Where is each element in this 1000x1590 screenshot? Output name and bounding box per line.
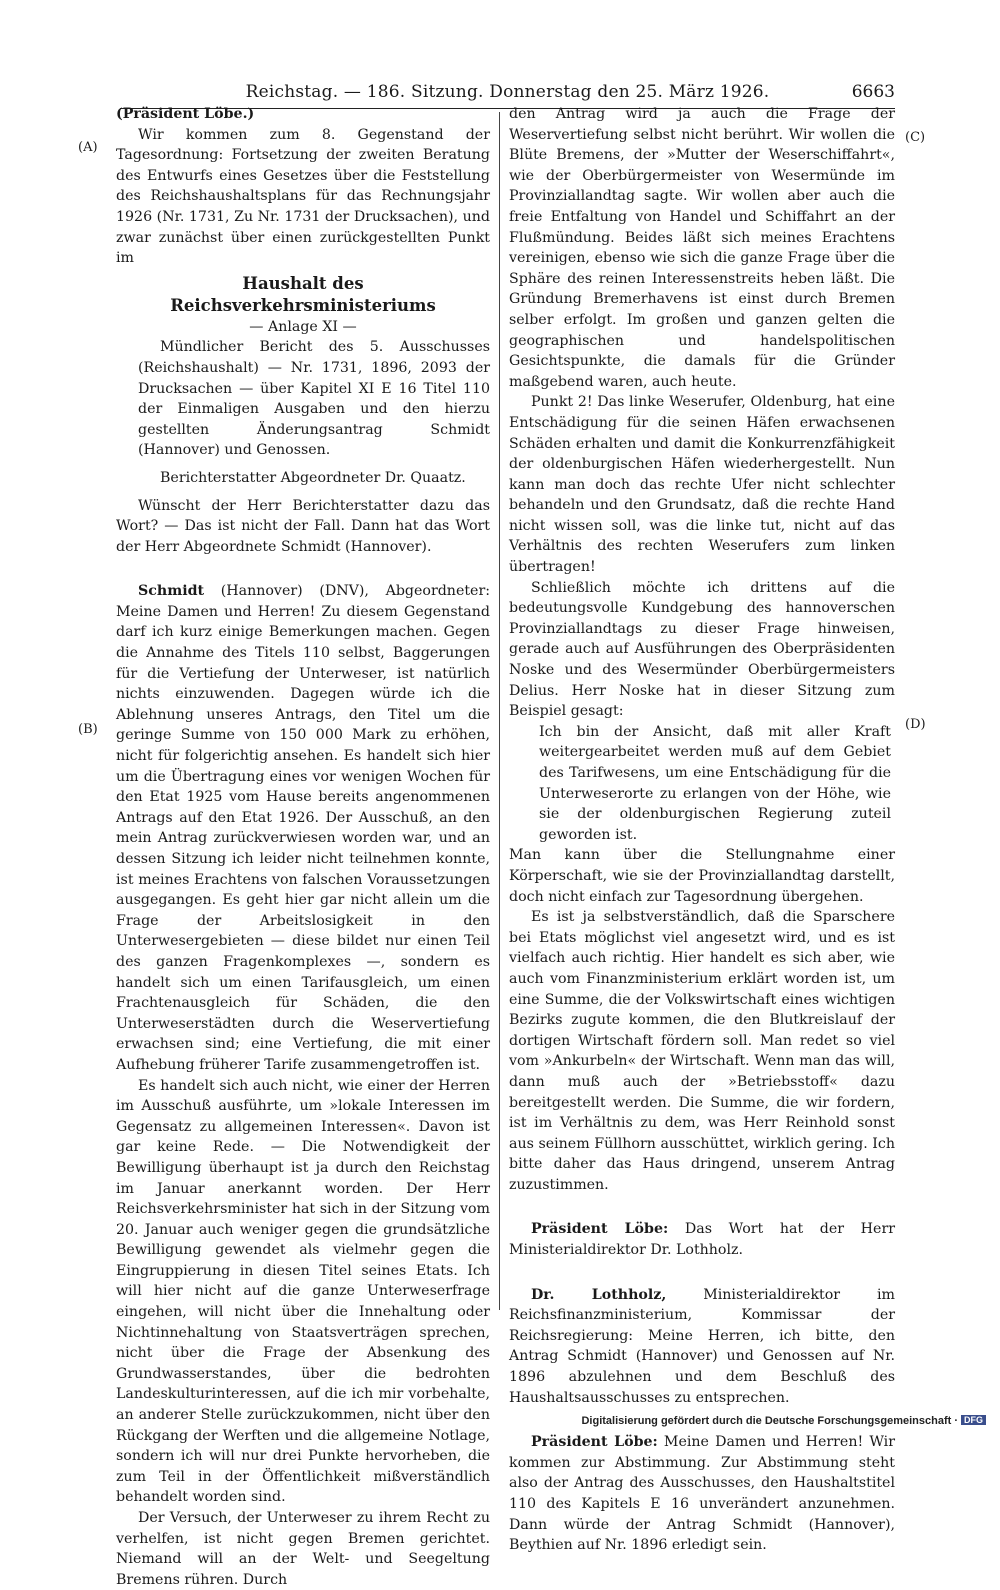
page-number: 6663 [851,82,895,102]
section-title: Haushalt des Reichsverkehrsministeriums [170,273,436,315]
paragraph: Wünscht der Herr Berichterstatter dazu das Wort? — Das ist nicht der Fall. Dann hat das Wort der Herr Abgeordnete Schmidt (Hannover). [116,497,490,555]
paragraph: Es ist ja selbstverständlich, daß die Sparschere bei Etats möglichst viel angesetzt wird, und es ist vielfach auch richtig. Hier handelt es sich aber, wie auch vom Finanzministerium erklärt worden ist, um eine Summe, die der Volkswirtschaft eines wichtigen Bezirks zugute kommen, die den Blutkreislauf der dortigen Wirtschaft fördern soll. Man redet so viel vom »Ankurbeln« der Wirtschaft. Wenn man das will, dann muß auch der »Betriebsstoff« dazu bereitgestellt werden. Die Summe, die wir fordern, ist im Verhältnis zu dem, was Herr Reinhold sonst aus seinem Füllhorn ausschüttet, wirklich gering. Ich bitte daher das Haus dringend, unserem Antrag zuzustimmen. [509,909,895,1193]
speech-paragraph: Schmidt (Hannover) (DNV), Abgeordneter: Meine Damen und Herren! Zu diesem Gegenstand darf ich kurz einige Bemerkungen machen. Gegen die Annahme des Titels 110 selbst, Baggerungen für die Vertiefung der Unterweser, ist natürlich nichts einzuwenden. Dagegen würde ich die Ablehnung unseres Antrags, den Titel um die geringe Summe von 150 000 Mark zu erhöhen, nicht für folgerichtig ansehen. Es handelt sich hier um die Übertragung eines vor wenigen Wochen für den Etat 1925 vom Hause bereits angenommenen Antrags auf den Etat 1926. Der Ausschuß, an den mein Antrag zurückverwiesen worden war, und an dessen Sitzung ich leider nicht teilnehmen konnte, ist meines Erachtens von falschen Voraussetzungen ausgegangen. Es geht hier gar nicht allein um die Frage der Arbeitslosigkeit in den Unterwesergebieten — diese bildet nur einen Teil des ganzen Fragenkomplexes —, sondern es handelt sich um einen Tarifausgleich, um einen Frachtenausgleich für Schäden, die den Unterweserstädten durch die Weservertiefung erwachsen sind; eine Vertiefung, die mit einer Aufhebung früherer Tarife zusammengetroffen ist. [116,583,491,1073]
paragraph: den Antrag wird ja auch die Frage der Weservertiefung selbst nicht berührt. Wir wollen die Blüte Bremens, der »Mutter der Weserschiffahrt«, wie der Oberbürgermeister von Wesermünde im Provinziallandtag sagte. Wir wollen aber auch die freie Entfaltung von Handel und Schiffahrt an der Flußmündung. Beides läßt sich meines Erachtens vereinigen, ebenso wie sich die ganze Frage über die Sphäre des reinen Interessenstreits heben läßt. Die Gründung Bremerhavens ist einst durch Bremen selber erfolgt. Im großen und ganzen gelten die geographischen und handelspolitischen Gesichtspunkte, die damals für die Gründer maßgebend waren, auch heute. [509,106,895,390]
footer-text: Digitalisierung gefördert durch die Deutsche Forschungsgemeinschaft · [581,1415,958,1427]
left-column [116,104,490,1590]
digitization-footer [581,1415,986,1427]
paragraph: Man kann über die Stellungnahme einer Körperschaft, wie sie der Provinziallandtag darstellt, doch nicht einfach zur Tagesordnung übergehen. [509,847,895,905]
dfg-logo: DFG [961,1415,986,1425]
margin-marker-d: (D) [905,717,926,732]
margin-marker-a: (A) [78,140,98,155]
margin-marker-b: (B) [78,722,98,737]
annex-label: — Anlage XI — [249,318,357,335]
paragraph: Punkt 2! Das linke Weserufer, Oldenburg, hat eine Entschädigung für die seinen Häfen erwachsenen Schäden erhalten und damit die Konkurrenzfähigkeit der oldenburgischen Häfen wiederhergestellt. Nun kann man doch das rechte Ufer nicht schlechter behandeln und den Grundsatz, daß die rechte Hand nicht wissen soll, was die linke tut, nicht auf das Verhältnis des rechten Weserufers zum linken übertragen! [509,394,895,576]
running-header: Reichstag. — 186. Sitzung. Donnerstag den 25. März 1926. [245,82,770,102]
margin-marker-c: (C) [905,130,926,145]
right-column [509,104,895,1556]
speaker-tag: (Präsident Löbe.) [116,106,255,122]
speaker-name: Präsident Löbe: [531,1221,669,1238]
speech-paragraph: Dr. Lothholz, Ministerialdirektor im Reichsfinanzministerium, Kommissar der Reichsregierung: Meine Herren, ich bitte, den Antrag Schmidt (Hannover) und Genossen auf Nr. 1896 abzulehnen und dem Beschluß des Haushaltsausschusses zu entsprechen. [509,1286,896,1406]
column-rule [499,112,500,1310]
speaker-name: Dr. Lothholz, [531,1286,667,1303]
reporter-line: Berichterstatter Abgeordneter Dr. Quaatz. [160,469,466,486]
paragraph: Es handelt sich auch nicht, wie einer der Herren im Ausschuß ausführte, um »lokale Interessen im Gegensatz zu allgemeinen Interessen«. Davon ist gar keine Rede. — Die Notwendigkeit der Bewilligung überhaupt ist ja durch den Reichstag im Januar anerkannt worden. Der Herr Reichsverkehrsminister hat sich in der Sitzung vom 20. Januar auch weniger gegen die grundsätzliche Bewilligung gewendet als vielmehr gegen die Eingruppierung in diesen Titel seines Etats. Ich will hier nicht auf die ganze Unterweserfrage eingehen, will nicht über die Innehaltung oder Nichtinnehaltung von Staatsverträgen sprechen, nicht über die Frage der Absenkung des Grundwasserstandes, über die bedrohten Landeskulturinteressen, auf die ich mir vorbehalte, an anderer Stelle zurückzukommen, nicht über den Rückgang der Werften und die allgemeine Notlage, sondern ich will nur drei Punkte hervorheben, die zum Teil in der Öffentlichkeit mißverständlich behandelt worden sind. [116,1077,490,1506]
speech-paragraph: Präsident Löbe: Meine Damen und Herren! Wir kommen zur Abstimmung. Zur Abstimmung steht also der Antrag des Ausschusses, den Haushaltstitel 110 des Kapitels E 16 unverändert anzunehmen. Dann würde der Antrag Schmidt (Hannover), Beythien auf Nr. 1896 erledigt sein. [509,1434,895,1554]
paragraph: Der Versuch, der Unterweser zu ihrem Recht zu verhelfen, ist nicht gegen Bremen gerichtet. Niemand will an der Welt- und Seegeltung Bremens rühren. Durch [116,1510,490,1588]
paragraph: Schließlich möchte ich drittens auf die bedeutungsvolle Kundgebung des hannoverschen Provinziallandtags zu dieser Frage hinweisen, gerade auch auf Ausführungen des Oberpräsidenten Noske und des Wesermünder Oberbürgermeisters Delius. Herr Noske hat in dieser Sitzung zum Beispiel gesagt: [509,579,895,720]
paragraph: Wir kommen zum 8. Gegenstand der Tagesordnung: Fortsetzung der zweiten Beratung des Entwurfs eines Gesetzes über die Feststellung des Reichshaushaltsplans für das Rechnungsjahr 1926 (Nr. 1731, Zu Nr. 1731 der Drucksachen), und zwar zunächst über einen zurückgestellten Punkt im [116,126,490,267]
speech-paragraph: Präsident Löbe: Das Wort hat der Herr Ministerialdirektor Dr. Lothholz. [509,1221,896,1259]
report-note: Mündlicher Bericht des 5. Ausschusses (Reichshaushalt) — Nr. 1731, 1896, 2093 der Drucksachen — über Kapitel XI E 16 Titel 110 der Einmaligen Ausgaben und den hierzu gestellten Änderungsantrag Schmidt (Hannover) und Genossen. [138,339,490,459]
speaker-name: Schmidt [138,583,205,600]
speaker-name: Präsident Löbe: [531,1434,658,1451]
block-quote: Ich bin der Ansicht, daß mit aller Kraft weitergearbeitet werden muß auf dem Gebiet des Tarifwesens, um eine Entschädigung für die Unterweserorte zu erlangen von der Höhe, wie sie der oldenburgischen Regierung zuteil geworden ist. [539,723,891,843]
